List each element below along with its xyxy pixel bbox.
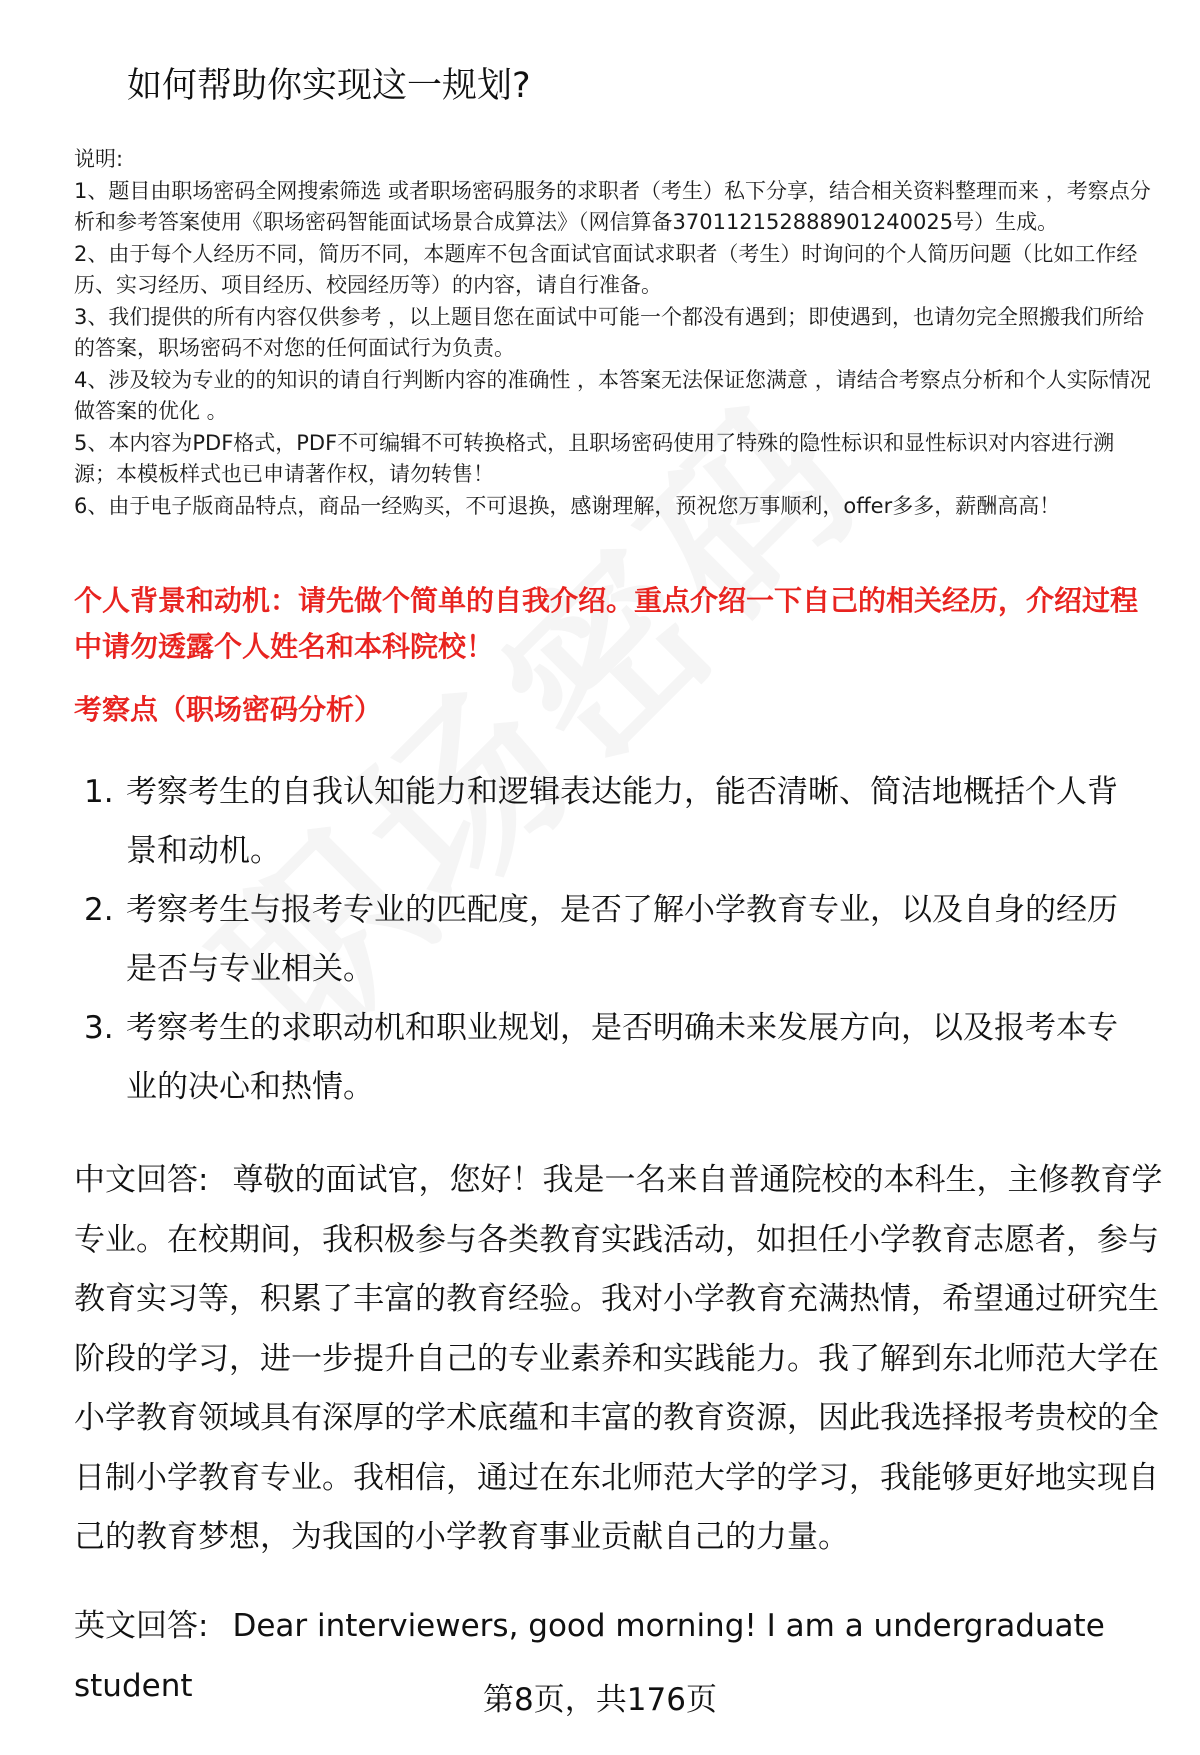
english-answer-label: 英文回答: [74,1608,209,1644]
note-item: 2、由于每个人经历不同，简历不同，本题库不包含面试官面试求职者（考生）时询问的个人简历问题（比如工作经历、实习经历、项目经历、校园经历等）的内容，请自行准备。 [74,241,1138,297]
point-number: 3. [84,1010,114,1046]
analysis-heading: 考察点（职场密码分析） [74,693,383,726]
analysis-points [74,763,1154,1117]
notes-section [74,144,1154,522]
english-answer-text: Dear interviewers, good morning! I am a undergraduate student [74,1608,1105,1704]
note-item: 5、本内容为PDF格式，PDF不可编辑不可转换格式，且职场密码使用了特殊的隐性标识和显性标识对内容进行溯源；本模板样式也已申请著作权，请勿转售！ [74,430,1115,486]
point-text: 考察考生与报考专业的匹配度，是否了解小学教育专业，以及自身的经历是否与专业相关。 [126,892,1118,987]
analysis-point [74,999,1126,1117]
note-item: 6、由于电子版商品特点，商品一经购买，不可退换，感谢理解，预祝您万事顺利，offer多多，薪酬高高！ [74,493,1061,518]
chinese-answer-label: 中文回答: [74,1162,209,1198]
note-item: 3、我们提供的所有内容仅供参考 ，以上题目您在面试中可能一个都没有遇到；即使遇到，也请勿完全照搬我们所给的答案，职场密码不对您的任何面试行为负责。 [74,304,1145,360]
point-number: 2. [84,892,114,928]
point-text: 考察考生的求职动机和职业规划，是否明确未来发展方向，以及报考本专业的决心和热情。 [126,1010,1118,1105]
analysis-point [74,881,1126,999]
chinese-answer [74,1151,1164,1568]
note-item: 1、题目由职场密码全网搜索筛选 或者职场密码服务的求职者（考生）私下分享，结合相关资料整理而来 ，考察点分析和参考答案使用《职场密码智能面试场景合成算法》（网信算备370112152888901240025号）生成。 [74,178,1151,234]
chinese-answer-text: 尊敬的面试官，您好！我是一名来自普通院校的本科生，主修教育学专业。在校期间，我积极参与各类教育实践活动，如担任小学教育志愿者，参与教育实习等，积累了丰富的教育经验。我对小学教育充满热情，希望通过研究生阶段的学习，进一步提升自己的专业素养和实践能力。我了解到东北师范大学在小学教育领域具有深厚的学术底蕴和丰富的教育资源，因此我选择报考贵校的全日制小学教育专业。我相信，通过在东北师范大学的学习，我能够更好地实现自己的教育梦想，为我国的小学教育事业贡献自己的力量。 [74,1162,1163,1555]
notes-heading: 说明: [74,147,124,171]
page-footer: 第8页，共176页 [483,1682,717,1718]
note-item: 4、涉及较为专业的的知识的请自行判断内容的准确性 ，本答案无法保证您满意 ，请结合考察点分析和个人实际情况做答案的优化 。 [74,367,1151,423]
point-text: 考察考生的自我认知能力和逻辑表达能力，能否清晰、简洁地概括个人背景和动机。 [126,774,1118,869]
continuation-title: 如何帮助你实现这一规划? [127,66,531,106]
interview-question: 个人背景和动机：请先做个简单的自我介绍。重点介绍一下自己的相关经历，介绍过程中请勿透露个人姓名和本科院校！ [74,584,1139,663]
point-number: 1. [84,774,114,810]
analysis-point [74,763,1126,881]
